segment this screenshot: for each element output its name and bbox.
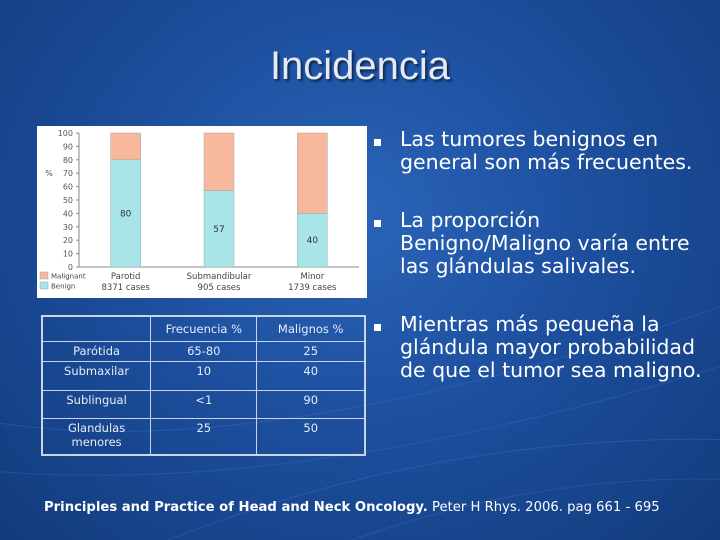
bullet-item [372,128,712,174]
bullet-item [372,313,712,382]
table-cell-gland: Glandulas menores [42,419,151,455]
table-cell-malignos: 50 [257,419,365,455]
y-tick-label: 60 [62,182,73,192]
y-tick-label: 100 [57,129,73,138]
x-category-label: Parotid [110,272,141,282]
slide-title: Incidencia [269,44,451,88]
bullet-text: Las tumores benignos en general son más frecuentes. [400,127,693,174]
table-cell-malignos: 40 [257,362,365,391]
bar-value-label: 57 [213,224,225,235]
table-header-corner [42,316,151,342]
bullet-square-icon [374,139,381,146]
table-cell-malignos: 90 [257,391,365,419]
y-axis-label: % [45,169,53,179]
x-category-cases-label: 905 cases [197,283,241,293]
bar-value-label: 80 [119,209,132,220]
table-cell-gland: Submaxilar [42,362,151,391]
table-row [42,419,365,455]
table-header-malignos: Malignos % [257,316,365,342]
y-tick-label: 80 [62,155,73,165]
y-tick-label: 0 [67,263,73,272]
stacked-bar-chart [37,126,367,298]
table-row [42,362,365,391]
legend-label: Malignant [51,272,86,281]
legend-swatch [40,272,48,279]
table-cell-frecuencia: 10 [151,362,257,391]
y-tick-label: 50 [62,196,73,205]
y-tick-label: 70 [62,169,73,179]
bullet-text: La proporción Benigno/Maligno varía entre las glándulas salivales. [400,208,690,278]
table-header-row [42,316,365,342]
y-tick-label: 30 [62,222,73,232]
bullet-list [372,128,712,382]
x-category-cases-label: 1739 cases [288,283,337,293]
reference-details: Peter H Rhys. 2006. pag 661 - 695 [427,500,660,515]
y-tick-label: 90 [62,142,73,152]
table-cell-frecuencia: 65-80 [151,342,257,362]
bar-malignant [111,133,141,160]
glands-table [41,315,366,456]
y-tick-label: 40 [62,209,73,219]
legend-label: Benign [51,282,76,291]
bullet-text: Mientras más pequeña la glándula mayor probabilidad de que el tumor sea maligno. [400,312,702,382]
table-row [42,391,365,419]
table-cell-frecuencia: 25 [151,419,257,455]
reference-citation [44,500,660,515]
table-cell-gland: Parótida [42,342,151,362]
y-tick-label: 10 [62,249,73,259]
y-tick-label: 20 [62,236,73,246]
bar-value-label: 40 [306,236,319,247]
bullet-square-icon [374,324,381,331]
table-cell-malignos: 25 [257,342,365,362]
bar-malignant [204,133,234,191]
bullet-square-icon [374,220,381,227]
table-header-frecuencia: Frecuencia % [151,316,257,342]
table-cell-gland: Sublingual [42,391,151,419]
table-row [42,342,365,362]
bullet-item [372,209,712,278]
x-category-label: Submandibular [186,272,252,282]
x-category-label: Minor [300,272,325,282]
table-cell-frecuencia: <1 [151,391,257,419]
stacked-bar-chart-panel [37,126,367,298]
bar-malignant [297,133,327,213]
x-category-cases-label: 8371 cases [101,283,150,293]
legend-swatch [40,282,48,289]
reference-title: Principles and Practice of Head and Neck Oncology. [44,500,428,515]
